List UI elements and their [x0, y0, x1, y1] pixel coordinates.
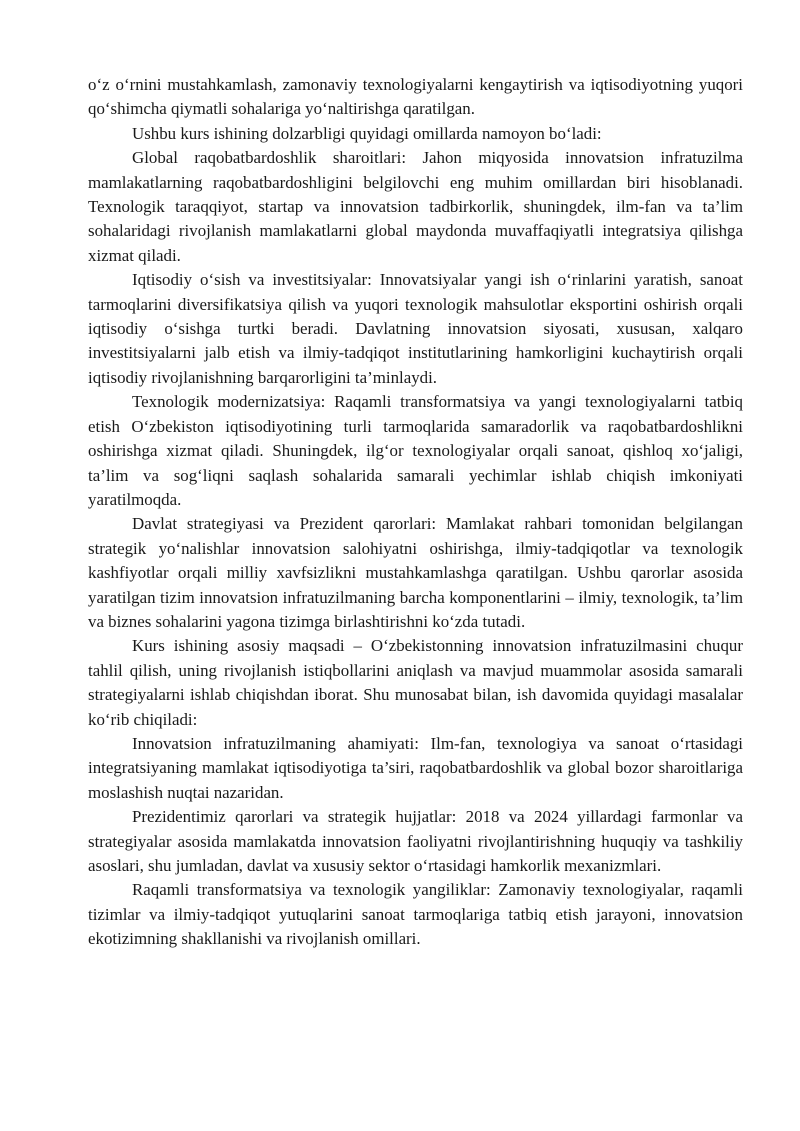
paragraph: Global raqobatbardoshlik sharoitlari: Jahon miqyosida innovatsion infratuzilma mamlakatlarning raqobatbardoshligini belgilovchi eng muhim omillardan biri hisoblanadi. Texnologik taraqqiyot, startap va innovatsion tadbirkorlik, shuningdek, ilm-fan va ta’lim sohalaridagi rivojlanish mamlakatlarni global maydonda muvaffaqiyatli integratsiya qilishga xizmat qiladi. — [88, 148, 743, 265]
paragraph: Iqtisodiy o‘sish va investitsiyalar: Innovatsiyalar yangi ish o‘rinlarini yaratish, sanoat tarmoqlarini diversifikatsiya qilish va yuqori texnologik mahsulotlar eksportini oshirish orqali iqtisodiy o‘sishga turtki beradi. Davlatning innovatsion siyosati, xususan, xalqaro investitsiyalarni jalb etish va ilmiy-tadqiqot institutlarining hamkorligini kuchaytirish orqali iqtisodiy rivojlanishning barqarorligini ta’minlaydi. — [88, 270, 743, 387]
paragraph: Innovatsion infratuzilmaning ahamiyati: Ilm-fan, texnologiya va sanoat o‘rtasidagi integratsiyaning mamlakat iqtisodiyotiga ta’siri, raqobatbardoshlik va global bozor sharoitlariga moslashish nuqtai nazaridan. — [88, 733, 743, 802]
paragraph: Davlat strategiyasi va Prezident qarorlari: Mamlakat rahbari tomonidan belgilangan strategik yo‘nalishlar innovatsion salohiyatni oshirishga, ilmiy-tadqiqotlar va texnologik kashfiyotlar orqali milliy xavfsizlikni mustahkamlashga qaratilgan. Ushbu qarorlar asosida yaratilgan tizim innovatsion infratuzilmaning barcha komponentlarini – ilmiy, texnologik, ta’lim va biznes sohalarini yagona tizimga birlashtirishni ko‘zda tutadi. — [88, 514, 743, 631]
paragraph: Raqamli transformatsiya va texnologik yangiliklar: Zamonaviy texnologiyalar, raqamli tizimlar va ilmiy-tadqiqot yutuqlarini sanoat tarmoqlariga tatbiq etish jarayoni, innovatsion ekotizimning shakllanishi va rivojlanish omillari. — [88, 880, 743, 949]
paragraph: o‘z o‘rnini mustahkamlash, zamonaviy texnologiyalarni kengaytirish va iqtisodiyotning yuqori qo‘shimcha qiymatli sohalariga yo‘naltirishga qaratilgan. — [88, 75, 743, 119]
paragraph: Prezidentimiz qarorlari va strategik hujjatlar: 2018 va 2024 yillardagi farmonlar va strategiyalar asosida mamlakatda innovatsion faoliyatni rivojlantirishning huquqiy va tashkiliy asoslari, shu jumladan, davlat va xususiy sektor o‘rtasidagi hamkorlik mexanizmlari. — [88, 807, 743, 875]
paragraph: Kurs ishining asosiy maqsadi – O‘zbekistonning innovatsion infratuzilmasini chuqur tahlil qilish, uning rivojlanish istiqbollarini aniqlash va mavjud muammolar asosida samarali strategiyalarni ishlab chiqishdan iborat. Shu munosabat bilan, ish davomida quyidagi masalalar ko‘rib chiqiladi: — [88, 636, 743, 729]
paragraph: Ushbu kurs ishining dolzarbligi quyidagi omillarda namoyon bo‘ladi: — [132, 123, 602, 143]
paragraph: Texnologik modernizatsiya: Raqamli transformatsiya va yangi texnologiyalarni tatbiq etish O‘zbekiston iqtisodiyotining turli tarmoqlarida samaradorlik va raqobatbardoshlikni oshirishga xizmat qiladi. Shuningdek, ilg‘or texnologiyalar orqali sanoat, qishloq xo‘jaligi, ta’lim va sog‘liqni saqlash sohalarida samarali yechimlar ishlab chiqish imkoniyati yaratilmoqda. — [88, 392, 743, 509]
document-page — [88, 73, 743, 952]
